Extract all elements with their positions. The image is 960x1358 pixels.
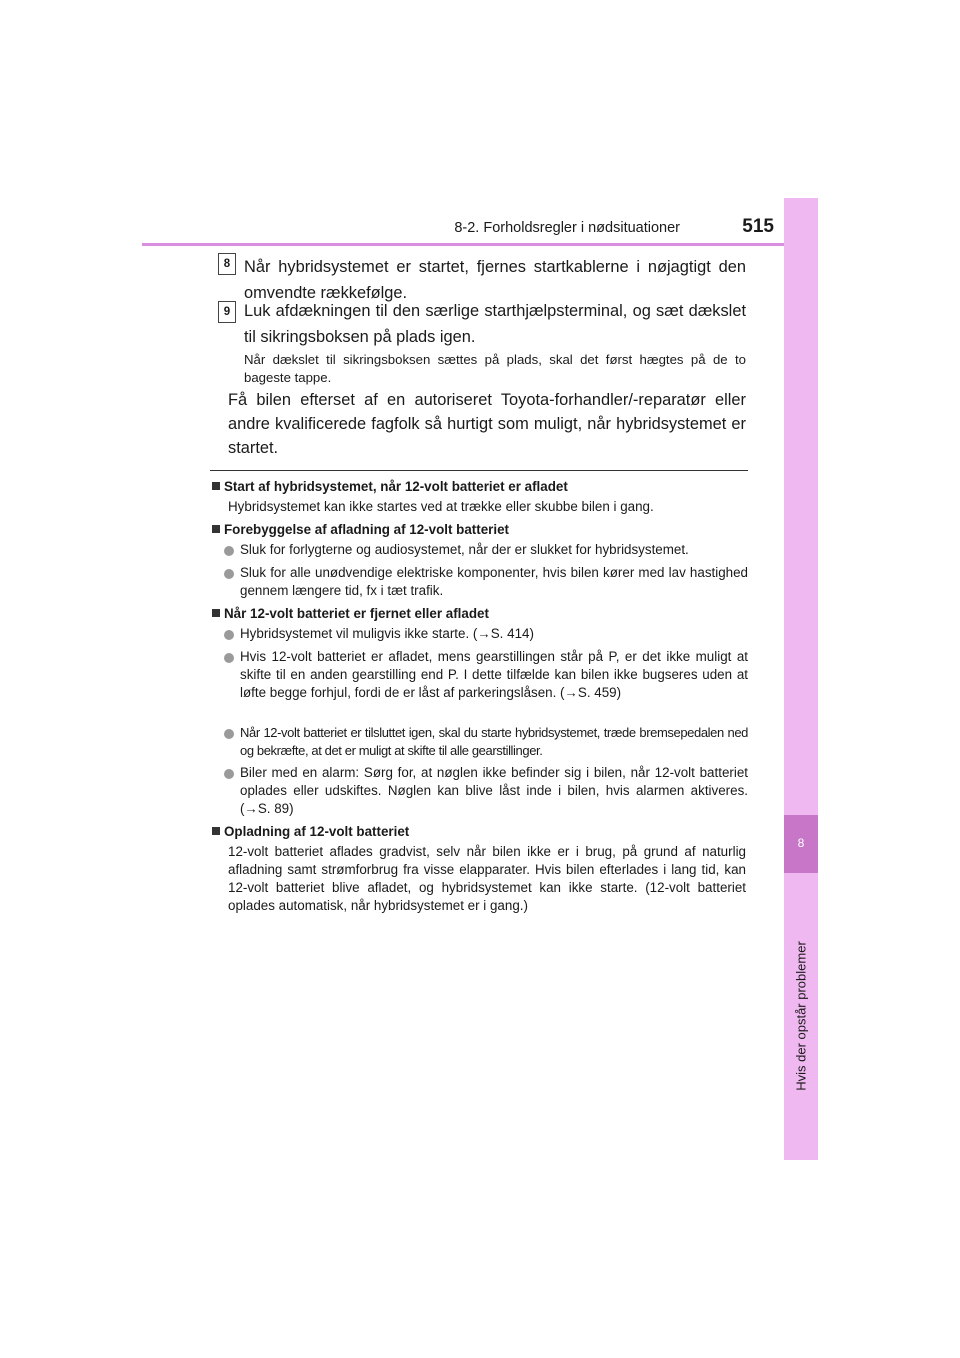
section-heading: Når 12-volt batteriet er fjernet eller afladet xyxy=(212,605,752,623)
bullet-dot-icon xyxy=(224,653,234,663)
step-badge: 8 xyxy=(218,253,236,275)
section-title: 8-2. Forholdsregler i nødsituationer xyxy=(454,220,680,236)
service-note: Få bilen efterset af en autoriseret Toyota-forhandler/-reparatør eller andre kvalificerede fagfolk så hurtigt som muligt, når hybridsystemet er startet. xyxy=(228,391,746,457)
section-heading: Opladning af 12-volt batteriet xyxy=(212,823,752,841)
step-text: Luk afdækningen til den særlige starthjælpsterminal, og sæt dækslet til sikringsboksen på plads igen. xyxy=(244,302,746,346)
bullet-dot-icon xyxy=(224,769,234,779)
bullet-text: Sluk for alle unødvendige elektriske komponenter, hvis bilen kører med lav hastighed gennem længere tid, fx i tæt trafik. xyxy=(240,565,748,598)
chapter-title: Hvis der opstår problemer xyxy=(793,941,809,1091)
bullet-dot-icon xyxy=(224,729,234,739)
square-bullet-icon xyxy=(212,525,220,533)
bullet-dot-icon xyxy=(224,630,234,640)
square-bullet-icon xyxy=(212,482,220,490)
header-rule xyxy=(142,243,818,246)
chapter-number: 8 xyxy=(797,836,805,850)
section-heading: Forebyggelse af afladning af 12-volt batteriet xyxy=(212,521,752,539)
bullet-text: Hvis 12-volt batteriet er afladet, mens gearstillingen står på P, er det ikke muligt at skifte til en anden gearstilling end P. I dette tilfælde kan bilen ikke bugseres uden at løfte begge forhjul, fordi de er låst af parkeringslåsen. (→S. 459) xyxy=(240,649,748,700)
bullet-dot-icon xyxy=(224,569,234,579)
section-heading: Start af hybridsystemet, når 12-volt batteriet er afladet xyxy=(212,478,752,496)
step-note: Når dækslet til sikringsboksen sættes på plads, skal det først hægtes på de to bageste tappe. xyxy=(244,352,746,385)
bullet-dot-icon xyxy=(224,546,234,556)
square-bullet-icon xyxy=(212,827,220,835)
section-body: 12-volt batteriet aflades gradvist, selv når bilen ikke er i brug, på grund af naturlig afladning samt strømforbrug fra visse elapparater. Hvis bilen efterlades i lang tid, kan 12-volt batteriet blive afladet, og hybridsystemet kan ikke starte. (12-volt batteriet oplades automatisk, når hybridsystemet er i gang.) xyxy=(228,844,746,913)
bullet-text: Sluk for forlygterne og audiosystemet, når der er slukket for hybridsystemet. xyxy=(240,542,689,557)
square-bullet-icon xyxy=(212,609,220,617)
step-badge: 9 xyxy=(218,301,236,323)
bullet-text: Biler med en alarm: Sørg for, at nøglen ikke befinder sig i bilen, når 12-volt batteriet oplades eller udskiftes. Nøglen kan blive låst inde i bilen, hvis alarmen aktiveres. (→S. 89) xyxy=(240,765,748,816)
page-number: 515 xyxy=(742,216,774,237)
step-text: Når hybridsystemet er startet, fjernes startkablerne i nøjagtigt den omvendte rækkefølge. xyxy=(244,258,746,302)
section-body: Hybridsystemet kan ikke startes ved at trække eller skubbe bilen i gang. xyxy=(228,499,654,514)
bullet-text: Når 12-volt batteriet er tilsluttet igen, skal du starte hybridsystemet, træde bremsepedalen ned og bekræfte, at det er muligt at skifte til alle gearstillinger. xyxy=(240,725,748,758)
section-divider xyxy=(210,470,748,471)
bullet-text: Hybridsystemet vil muligvis ikke starte. (→S. 414) xyxy=(240,626,534,641)
